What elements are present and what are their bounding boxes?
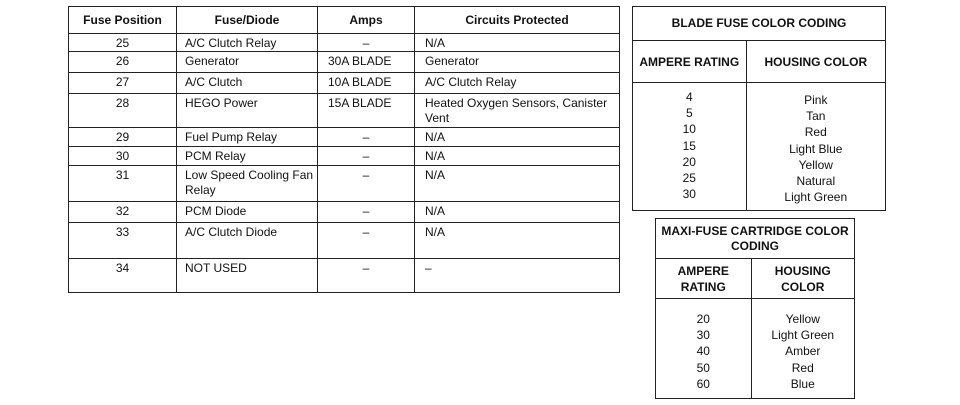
maxi-housing-color-header: HOUSING COLOR	[751, 259, 854, 299]
fuse-amps-cell: 10A BLADE	[318, 73, 415, 94]
table-row	[69, 259, 620, 293]
fuse-circuits-cell: N/A	[415, 34, 620, 52]
color-value: Light Blue	[789, 141, 843, 156]
fuse-name-cell: Generator	[177, 52, 318, 73]
fuse-name-cell: A/C Clutch	[177, 73, 318, 94]
fuse-position-cell: 30	[69, 147, 177, 166]
fuse-position-cell: 25	[69, 34, 177, 52]
fuse-position-cell: 27	[69, 73, 177, 94]
color-value: Blue	[790, 376, 815, 391]
fuse-amps-cell: –	[318, 128, 415, 147]
fuse-name-cell: A/C Clutch Relay	[177, 34, 318, 52]
rating-value: 20	[682, 154, 696, 169]
table-row	[69, 202, 620, 223]
fuse-circuits-cell: Generator	[415, 52, 620, 73]
fuse-position-cell: 26	[69, 52, 177, 73]
rating-value: 60	[696, 376, 710, 391]
fuse-circuits-cell: Heated Oxygen Sensors, Canister Vent	[415, 94, 620, 128]
table-row	[69, 147, 620, 166]
rating-value: 30	[682, 187, 696, 202]
color-value: Pink	[804, 93, 828, 107]
blade-fuse-color-chart	[632, 6, 886, 211]
maxi-ampere-rating-header: AMPERE RATING	[656, 259, 752, 299]
fuse-position-cell: 29	[69, 128, 177, 147]
fuse-name-cell: PCM Diode	[177, 202, 318, 223]
table-row	[69, 52, 620, 73]
fuse-name-cell: NOT USED	[177, 259, 318, 293]
table-row	[69, 34, 620, 52]
fuse-amps-cell: 15A BLADE	[318, 94, 415, 128]
fuse-circuits-cell: A/C Clutch Relay	[415, 73, 620, 94]
table-row	[69, 223, 620, 259]
fuse-position-cell: 33	[69, 223, 177, 259]
fuse-amps-cell: –	[318, 166, 415, 202]
color-value: Tan	[806, 109, 826, 124]
table-row	[69, 73, 620, 94]
fuse-circuits-cell: N/A	[415, 166, 620, 202]
fuse-name-cell: Low Speed Cooling Fan Relay	[177, 166, 318, 202]
rating-value: 50	[696, 360, 710, 375]
color-value: Light Green	[784, 190, 848, 205]
table-row	[69, 128, 620, 147]
color-value: Red	[804, 125, 827, 140]
blade-colors-cell	[746, 83, 885, 211]
rating-value: 20	[696, 312, 710, 326]
rating-value: 10	[682, 122, 696, 137]
fuse-position-cell: 32	[69, 202, 177, 223]
fuse-table-header-row	[69, 7, 620, 34]
color-value: Red	[791, 360, 814, 375]
maxi-ratings-cell	[656, 299, 752, 399]
header-amps: Amps	[318, 7, 415, 34]
table-row	[69, 166, 620, 202]
fuse-name-cell: Fuel Pump Relay	[177, 128, 318, 147]
maxi-fuse-color-chart	[655, 218, 855, 399]
blade-housing-color-header: HOUSING COLOR	[746, 41, 885, 83]
fuse-name-cell: PCM Relay	[177, 147, 318, 166]
rating-value: 25	[682, 171, 696, 186]
maxi-chart-title-text: MAXI-FUSE CARTRIDGE COLOR CODING	[661, 223, 849, 253]
rating-value: 40	[696, 344, 710, 359]
rating-value: 15	[682, 138, 696, 153]
fuse-name-cell: HEGO Power	[177, 94, 318, 128]
fuse-circuits-cell: N/A	[415, 128, 620, 147]
maxi-colors-cell	[751, 299, 854, 399]
fuse-position-cell: 31	[69, 166, 177, 202]
header-circuits-protected: Circuits Protected	[415, 7, 620, 34]
fuse-amps-cell: –	[318, 259, 415, 293]
fuse-amps-cell: –	[318, 202, 415, 223]
rating-value: 4	[685, 90, 693, 104]
maxi-chart-title	[656, 219, 855, 259]
color-value: Natural	[796, 174, 836, 189]
fuse-position-cell: 34	[69, 259, 177, 293]
fuse-table	[68, 6, 620, 293]
header-fuse-position: Fuse Position	[69, 7, 177, 34]
fuse-circuits-cell: N/A	[415, 202, 620, 223]
blade-ratings-cell	[633, 83, 747, 211]
fuse-circuits-cell: N/A	[415, 147, 620, 166]
rating-value: 30	[696, 328, 710, 343]
blade-ampere-rating-header: AMPERE RATING	[633, 41, 747, 83]
fuse-amps-cell: –	[318, 34, 415, 52]
blade-chart-title: BLADE FUSE COLOR CODING	[633, 7, 886, 41]
rating-value: 5	[685, 106, 693, 121]
fuse-position-cell: 28	[69, 94, 177, 128]
color-value: Yellow	[798, 157, 833, 172]
fuse-amps-cell: 30A BLADE	[318, 52, 415, 73]
color-value: Amber	[785, 344, 821, 359]
color-value: Yellow	[785, 312, 820, 326]
fuse-circuits-cell: N/A	[415, 223, 620, 259]
header-fuse-diode: Fuse/Diode	[177, 7, 318, 34]
fuse-amps-cell: –	[318, 223, 415, 259]
fuse-circuits-cell: –	[415, 259, 620, 293]
fuse-amps-cell: –	[318, 147, 415, 166]
fuse-name-cell: A/C Clutch Diode	[177, 223, 318, 259]
color-value: Light Green	[771, 328, 835, 343]
table-row	[69, 94, 620, 128]
